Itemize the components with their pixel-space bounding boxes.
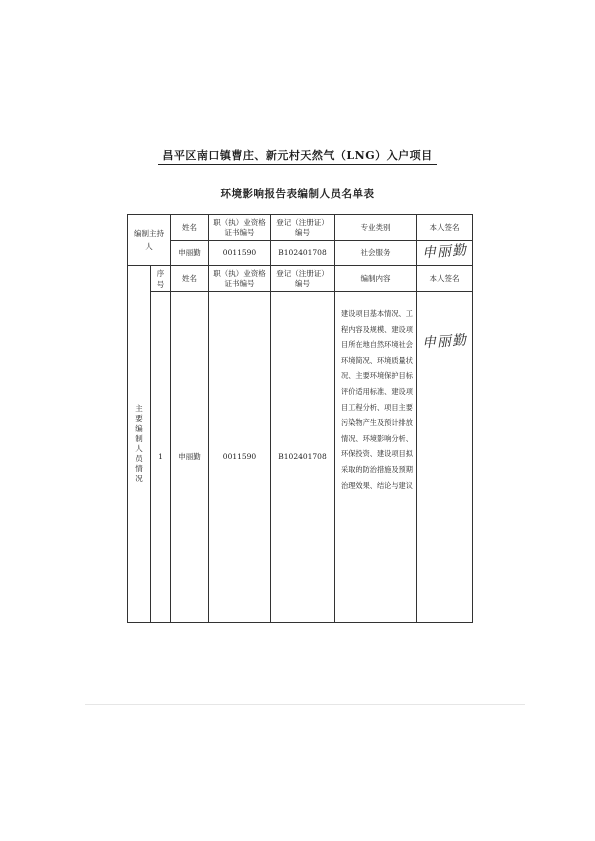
main-section-label (128, 266, 151, 623)
page-subtitle: 环境影响报告表编制人员名单表 (220, 188, 375, 200)
staff-name: 申丽勤 (171, 292, 209, 623)
host-section-label: 编制主持人 (128, 215, 171, 266)
staff-seq: 1 (151, 292, 171, 623)
page-title-text: 昌平区南口镇曹庄、新元村天然气（LNG）入户项目 (158, 147, 436, 165)
host-signature-cell (417, 241, 473, 266)
host-name: 申丽勤 (171, 241, 209, 266)
staff-content: 建设项目基本情况、工程内容及规模、建设项目所在地自然环境社会环境简况、环境质量状况、主要环境保护目标评价适用标准、建设项目工程分析、项目主要污染物产生及预计排放情况、环境影响分析、环保投资、建设项目拟采取的防治措施及预期治理效果、结论与建议 (335, 292, 417, 623)
host-signature: 申丽勤 (421, 242, 468, 262)
staff-signature-cell (417, 292, 473, 623)
staff-header-cert: 职（执）业资格证书编号 (209, 266, 271, 292)
staff-header-name: 姓名 (171, 266, 209, 292)
host-header-category: 专业类别 (335, 215, 417, 241)
staff-header-seq: 序号 (151, 266, 171, 292)
main-section-label-text: 主要编制人员情况 (135, 404, 143, 483)
staff-signature-wrap (417, 332, 472, 352)
host-data-row (128, 241, 473, 266)
staff-table (127, 214, 473, 623)
staff-header-signature: 本人签名 (417, 266, 473, 292)
host-header-reg: 登记（注册证）编号 (271, 215, 335, 241)
host-reg: B102401708 (271, 241, 335, 266)
host-header-name: 姓名 (171, 215, 209, 241)
host-header-signature: 本人签名 (417, 215, 473, 241)
staff-cert: 0011590 (209, 292, 271, 623)
staff-header-reg: 登记（注册证）编号 (271, 266, 335, 292)
staff-data-row (128, 292, 473, 623)
staff-header-content: 编制内容 (335, 266, 417, 292)
host-category: 社会服务 (335, 241, 417, 266)
host-cert: 0011590 (209, 241, 271, 266)
host-header-cert: 职（执）业资格证书编号 (209, 215, 271, 241)
staff-header-row (128, 266, 473, 292)
page-title (0, 147, 595, 165)
staff-signature: 申丽勤 (421, 332, 468, 352)
page-footer-divider (85, 704, 525, 705)
staff-reg: B102401708 (271, 292, 335, 623)
host-header-row (128, 215, 473, 241)
